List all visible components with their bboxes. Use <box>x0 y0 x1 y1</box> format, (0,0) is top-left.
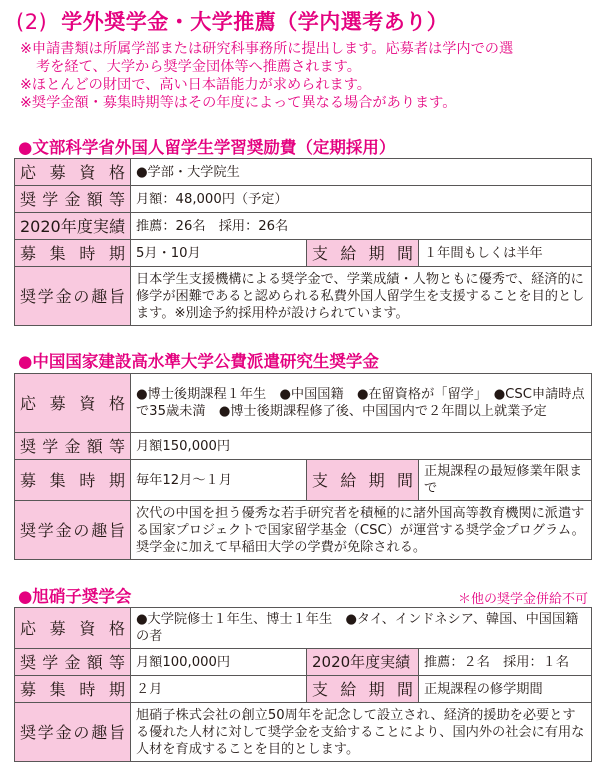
value-payment: 正規課程の修学期間 <box>419 676 592 703</box>
value-payment: 正規課程の最短修業年限まで <box>419 460 592 501</box>
label-eligibility: 応募資格 <box>15 159 131 186</box>
value-period: ２月 <box>131 676 307 703</box>
heading-title: 学外奨学金・大学推薦（学内選考あり） <box>61 10 449 34</box>
section-title-mext: ●文部科学省外国人留学生学習奨励費（定期採用） <box>18 138 396 157</box>
label-period: 募集時期 <box>15 676 131 703</box>
value-amount: 月額150,000円 <box>131 433 592 460</box>
label-results: 2020年度実績 <box>15 213 131 240</box>
value-payment: １年間もしくは半年 <box>419 240 592 267</box>
table-row <box>15 649 592 676</box>
heading-number: (2) <box>16 10 48 34</box>
value-results: 推薦：２名 採用：１名 <box>419 649 592 676</box>
table-row <box>15 213 592 240</box>
note-1: ※申請書類は所属学部または研究科事務所に提出します。応募者は学内での選 <box>20 41 514 57</box>
table-mext <box>14 158 592 326</box>
label-purpose: 奨学金の趣旨 <box>15 267 131 326</box>
value-purpose: 日本学生支援機構による奨学金で、学業成績・人物ともに優秀で、経済的に修学が困難であると認められる私費外国人留学生を支援することを目的とします。※別途予約採用枠が設けられています。 <box>131 267 592 326</box>
note-2: ※ほとんどの財団で、高い日本語能力が求められます。 <box>20 77 371 93</box>
table-csc <box>14 373 592 560</box>
table-asahi <box>14 607 592 762</box>
label-eligibility: 応募資格 <box>15 374 131 433</box>
table-row <box>15 374 592 433</box>
table-row <box>15 608 592 649</box>
table-row <box>15 460 592 501</box>
table-row <box>15 703 592 762</box>
label-payment: 支給期間 <box>307 676 419 703</box>
value-purpose: 次代の中国を担う優秀な若手研究者を積極的に諸外国高等教育機関に派遣する国家プロジェクトで国家留学基金（CSC）が運営する奨学金プログラム。奨学金に加えて早稲田大学の学費が免除される。 <box>131 501 592 560</box>
page-heading <box>16 6 448 36</box>
section-note-asahi: ＊他の奨学金併給不可 <box>457 592 588 607</box>
value-eligibility: ●学部・大学院生 <box>131 159 592 186</box>
value-purpose: 旭硝子株式会社の創立50周年を記念して設立され、経済的援助を必要とする優れた人材に対して奨学金を支給することにより、国内外の社会に有用な人材を育成することを目的とします。 <box>131 703 592 762</box>
label-payment: 支給期間 <box>307 240 419 267</box>
value-eligibility: ●博士後期課程１年生 ●中国国籍 ●在留資格が「留学」 ●CSC申請時点で35歳未満 ●博士後期課程修了後、中国国内で２年間以上就業予定 <box>131 374 592 433</box>
section-title-asahi: ●旭硝子奨学会 <box>18 587 132 606</box>
label-amount: 奨学金額等 <box>15 186 131 213</box>
table-row <box>15 159 592 186</box>
table-row <box>15 676 592 703</box>
table-row <box>15 186 592 213</box>
note-1-cont: 考を経て、大学から奨学金団体等へ推薦されます。 <box>36 59 361 75</box>
label-period: 募集時期 <box>15 460 131 501</box>
value-eligibility: ●大学院修士１年生、博士１年生 ●タイ、インドネシア、韓国、中国国籍の者 <box>131 608 592 649</box>
value-amount: 月額：48,000円（予定） <box>131 186 592 213</box>
value-period: 毎年12月～１月 <box>131 460 307 501</box>
section-title-csc: ●中国国家建設高水準大学公費派遣研究生奨学金 <box>18 352 379 371</box>
table-row <box>15 240 592 267</box>
label-payment: 支給期間 <box>307 460 419 501</box>
label-amount: 奨学金額等 <box>15 649 131 676</box>
table-row <box>15 501 592 560</box>
label-purpose: 奨学金の趣旨 <box>15 703 131 762</box>
notes <box>20 40 590 112</box>
label-period: 募集時期 <box>15 240 131 267</box>
table-row <box>15 267 592 326</box>
label-purpose: 奨学金の趣旨 <box>15 501 131 560</box>
value-results: 推薦：26名 採用：26名 <box>131 213 592 240</box>
label-eligibility: 応募資格 <box>15 608 131 649</box>
value-period: 5月・10月 <box>131 240 307 267</box>
table-row <box>15 433 592 460</box>
value-amount: 月額100,000円 <box>131 649 307 676</box>
label-results: 2020年度実績 <box>307 649 419 676</box>
note-3: ※奨学金額・募集時期等はその年度によって異なる場合があります。 <box>20 95 457 111</box>
label-amount: 奨学金額等 <box>15 433 131 460</box>
